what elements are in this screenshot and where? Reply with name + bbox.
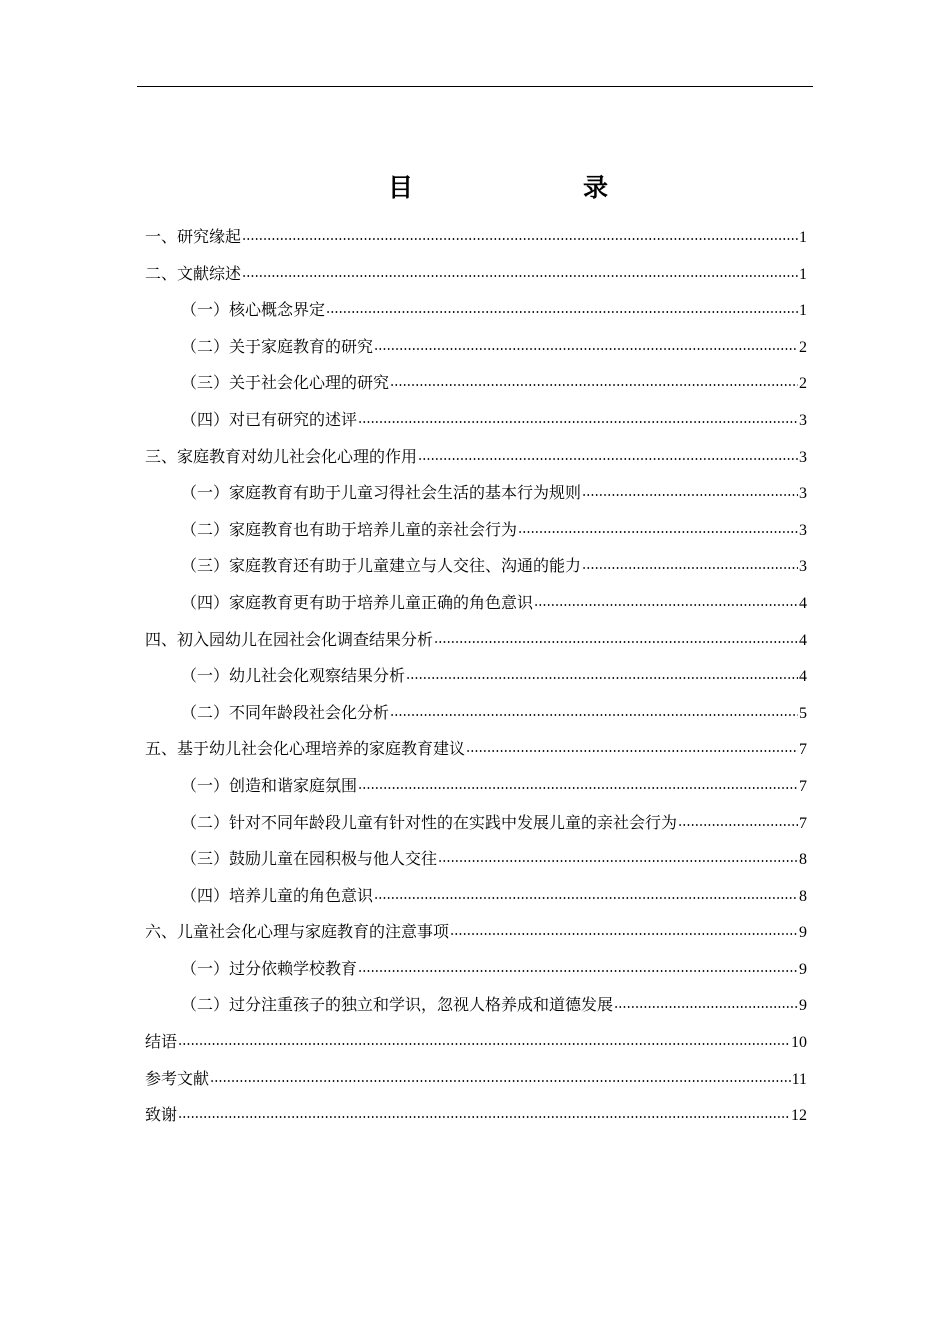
toc-page-number: 5 <box>799 704 807 722</box>
toc-entry[interactable] <box>145 1097 807 1134</box>
toc-entry[interactable] <box>145 805 807 842</box>
toc-entry-label: （三）鼓励儿童在园积极与他人交往 <box>181 849 438 869</box>
toc-dot-leader <box>406 677 798 679</box>
toc-entry[interactable] <box>145 658 807 695</box>
table-of-contents <box>145 219 807 1134</box>
toc-entry-label: 六、儿童社会化心理与家庭教育的注意事项 <box>145 922 450 942</box>
toc-dot-leader <box>374 897 798 899</box>
toc-entry[interactable] <box>145 1024 807 1061</box>
toc-page-number: 3 <box>799 558 807 576</box>
toc-entry[interactable] <box>145 512 807 549</box>
toc-entry-label: 参考文献 <box>145 1068 210 1088</box>
toc-entry-label: 四、初入园幼儿在园社会化调查结果分析 <box>145 629 434 649</box>
toc-entry-label: （二）针对不同年龄段儿童有针对性的在实践中发展儿童的亲社会行为 <box>181 812 678 832</box>
toc-entry[interactable] <box>145 622 807 659</box>
toc-entry-label: （四）对已有研究的述评 <box>181 409 358 429</box>
toc-entry-label: （三）关于社会化心理的研究 <box>181 373 390 393</box>
toc-entry-label: 致谢 <box>145 1105 178 1125</box>
toc-page-number: 4 <box>799 631 807 649</box>
toc-page-number: 7 <box>799 741 807 759</box>
toc-dot-leader <box>210 1080 791 1082</box>
toc-dot-leader <box>678 824 798 826</box>
toc-entry-label: 三、家庭教育对幼儿社会化心理的作用 <box>145 446 418 466</box>
toc-entry-label: （三）家庭教育还有助于儿童建立与人交往、沟通的能力 <box>181 556 582 576</box>
toc-dot-leader <box>242 275 798 277</box>
toc-page-number: 7 <box>799 777 807 795</box>
toc-entry[interactable] <box>145 695 807 732</box>
toc-entry-label: （一）幼儿社会化观察结果分析 <box>181 666 406 686</box>
toc-page-number: 3 <box>799 521 807 539</box>
toc-page-number: 10 <box>791 1034 807 1052</box>
toc-entry[interactable] <box>145 841 807 878</box>
toc-page-number: 11 <box>791 1070 807 1088</box>
toc-entry[interactable] <box>145 914 807 951</box>
toc-dot-leader <box>466 750 798 752</box>
toc-dot-leader <box>374 348 798 350</box>
toc-dot-leader <box>582 567 798 569</box>
toc-entry[interactable] <box>145 329 807 366</box>
toc-dot-leader <box>614 1006 798 1008</box>
toc-entry[interactable] <box>145 951 807 988</box>
toc-dot-leader <box>534 604 798 606</box>
toc-page-number: 1 <box>799 302 807 320</box>
toc-dot-leader <box>178 1043 790 1045</box>
toc-dot-leader <box>518 531 798 533</box>
toc-page-number: 12 <box>791 1107 807 1125</box>
toc-entry[interactable] <box>145 402 807 439</box>
toc-dot-leader <box>418 458 798 460</box>
toc-entry-label: （二）家庭教育也有助于培养儿童的亲社会行为 <box>181 519 518 539</box>
toc-entry-label: （四）家庭教育更有助于培养儿童正确的角色意识 <box>181 592 534 612</box>
toc-entry[interactable] <box>145 1061 807 1098</box>
toc-entry-label: （一）创造和谐家庭氛围 <box>181 775 358 795</box>
toc-entry-label: （二）不同年龄段社会化分析 <box>181 702 390 722</box>
toc-dot-leader <box>358 787 798 789</box>
toc-entry[interactable] <box>145 475 807 512</box>
toc-dot-leader <box>358 421 798 423</box>
page-title: 目 录 <box>387 173 648 202</box>
toc-page-number: 1 <box>799 265 807 283</box>
toc-dot-leader <box>390 714 798 716</box>
toc-entry[interactable] <box>145 548 807 585</box>
toc-page-number: 3 <box>799 485 807 503</box>
header-rule <box>137 86 813 87</box>
toc-entry[interactable] <box>145 292 807 329</box>
toc-page-number: 8 <box>799 851 807 869</box>
toc-entry-label: （一）核心概念界定 <box>181 300 326 320</box>
toc-dot-leader <box>582 494 798 496</box>
toc-page-number: 3 <box>799 448 807 466</box>
toc-page-number: 1 <box>799 229 807 246</box>
toc-entry-label: （一）家庭教育有助于儿童习得社会生活的基本行为规则 <box>181 483 582 503</box>
toc-entry[interactable] <box>145 365 807 402</box>
toc-dot-leader <box>178 1116 790 1118</box>
toc-page-number: 3 <box>799 411 807 429</box>
toc-entry[interactable] <box>145 731 807 768</box>
toc-entry[interactable] <box>145 585 807 622</box>
toc-entry-label: 一、研究缘起 <box>145 227 242 246</box>
toc-dot-leader <box>438 860 798 862</box>
toc-entry[interactable] <box>145 878 807 915</box>
toc-entry-label: （四）培养儿童的角色意识 <box>181 885 374 905</box>
toc-page-number: 7 <box>799 814 807 832</box>
toc-dot-leader <box>326 311 798 313</box>
toc-entry[interactable] <box>145 439 807 476</box>
toc-entry[interactable] <box>145 768 807 805</box>
toc-dot-leader <box>434 641 798 643</box>
toc-entry[interactable] <box>145 219 807 256</box>
toc-entry-label: （二）过分注重孩子的独立和学识，忽视人格养成和道德发展 <box>181 995 614 1015</box>
toc-dot-leader <box>242 238 798 240</box>
toc-page-number: 2 <box>799 338 807 356</box>
toc-dot-leader <box>450 933 798 935</box>
toc-entry[interactable] <box>145 256 807 293</box>
toc-page-number: 2 <box>799 375 807 393</box>
toc-entry-label: （一）过分依赖学校教育 <box>181 958 358 978</box>
toc-dot-leader <box>390 384 798 386</box>
toc-entry[interactable] <box>145 987 807 1024</box>
toc-page-number: 9 <box>799 960 807 978</box>
toc-entry-label: 结语 <box>145 1032 178 1052</box>
toc-entry-label: 二、文献综述 <box>145 263 242 283</box>
toc-entry-label: （二）关于家庭教育的研究 <box>181 336 374 356</box>
toc-dot-leader <box>358 970 798 972</box>
toc-entry-label: 五、基于幼儿社会化心理培养的家庭教育建议 <box>145 739 466 759</box>
toc-page-number: 8 <box>799 887 807 905</box>
toc-page-number: 4 <box>799 668 807 686</box>
toc-page-number: 9 <box>799 997 807 1015</box>
toc-page-number: 4 <box>799 594 807 612</box>
toc-page-number: 9 <box>799 924 807 942</box>
